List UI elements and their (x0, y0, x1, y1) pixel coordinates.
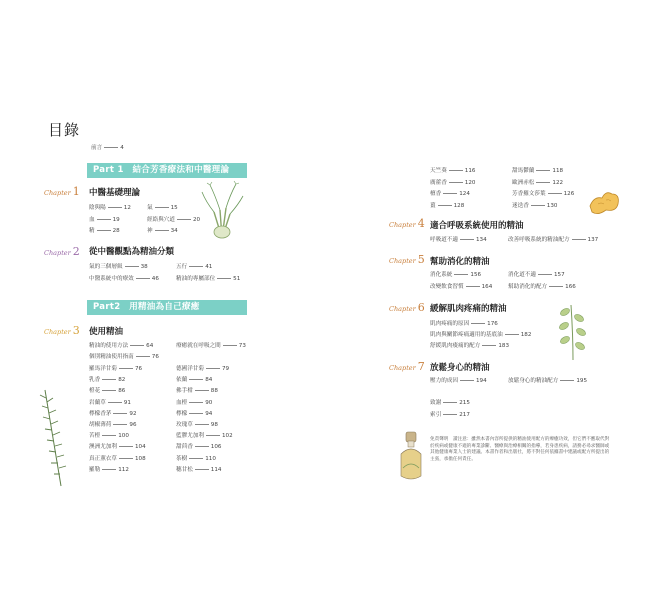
leader-line (189, 458, 203, 459)
entry-label: 消化道不適 (508, 272, 536, 278)
chapter-2-label (44, 245, 80, 258)
fennel-illustration (200, 180, 245, 240)
entry-page: 91 (123, 399, 131, 406)
toc-entry[interactable] (176, 420, 218, 428)
leader-line (206, 368, 220, 369)
ginger-illustration (586, 184, 622, 218)
leader-line (136, 356, 150, 357)
toc-entry[interactable] (430, 282, 492, 290)
leader-line (189, 413, 203, 414)
entry-label: 天竺葵 (430, 168, 447, 174)
toc-entry[interactable] (89, 226, 120, 234)
entry-label: 胡椒薄荷 (89, 422, 112, 428)
toc-entry[interactable] (176, 375, 212, 383)
entry-label: 改善呼吸系統的精油配方 (508, 237, 570, 243)
entry-label: 藍膠尤加利 (176, 433, 204, 440)
entry-label: 歐洲赤松 (512, 179, 535, 186)
chapter-number: 2 (72, 245, 80, 258)
entry-page: 19 (112, 216, 120, 223)
toc-entry[interactable] (430, 189, 470, 197)
leader-line (460, 380, 474, 381)
leader-line (206, 435, 220, 436)
entry-label: 迷迭香 (512, 202, 529, 209)
entry-page: 194 (475, 378, 487, 384)
chapter-word: Chapter (44, 249, 71, 257)
leader-line (449, 182, 463, 183)
toc-entry[interactable] (430, 376, 487, 384)
entry-page: 108 (134, 455, 146, 462)
entry-label: 佛手柑 (176, 388, 193, 395)
toc-entry[interactable] (89, 431, 129, 439)
entry-label: 血 (89, 216, 95, 223)
entry-page: 94 (205, 410, 213, 417)
leader-line (113, 413, 127, 414)
entry-label: 放鬆身心的精油配方 (508, 378, 559, 384)
chapter-number: 6 (417, 301, 425, 314)
entry-page: 116 (464, 168, 476, 174)
entry-page: 217 (459, 412, 470, 418)
entry-page: 182 (520, 332, 532, 338)
entry-page: 157 (553, 272, 565, 278)
entry-label: 依蘭 (176, 377, 188, 384)
chapter-word: Chapter (389, 257, 416, 265)
essential-oil-bottle-illustration (396, 430, 426, 482)
entry-page: 122 (552, 179, 564, 186)
toc-entry[interactable] (89, 203, 131, 211)
entry-label: 改變飲食習慣 (430, 283, 464, 290)
entry-page: 76 (151, 354, 159, 360)
toc-entry[interactable] (89, 420, 137, 428)
toc-entry[interactable] (430, 235, 487, 243)
leader-line (560, 380, 574, 381)
entry-label: 玫瑰草 (176, 422, 193, 428)
toc-entry[interactable] (89, 352, 159, 360)
chapter-number: 3 (72, 324, 80, 337)
entry-page: 82 (118, 377, 126, 384)
chapter-4-title[interactable]: 適合呼吸系統使用的精油 (430, 221, 524, 231)
leader-line (102, 379, 116, 380)
entry-page: 41 (205, 264, 213, 270)
rosemary-illustration (35, 388, 70, 488)
part2-bar: Part2 用精油為自己療癒 (87, 300, 247, 315)
entry-page: 215 (459, 400, 470, 406)
entry-label: 薑 (430, 202, 436, 209)
chapter-word: Chapter (44, 328, 71, 336)
leader-line (460, 239, 474, 240)
leader-line (155, 230, 169, 231)
entry-page: 20 (192, 216, 201, 223)
entry-page: 110 (205, 455, 216, 462)
entry-page: 64 (146, 343, 154, 349)
entry-label: 橙花 (89, 388, 101, 395)
entry-label: 療癒就在呼吸之間 (176, 343, 221, 349)
entry-label: 壓力的成因 (430, 378, 458, 384)
toc-entry[interactable] (508, 282, 576, 290)
toc-entry[interactable] (512, 166, 563, 174)
leader-line (97, 230, 111, 231)
leader-line (505, 334, 519, 335)
toc-entry[interactable] (508, 235, 598, 243)
entry-page: 137 (587, 237, 599, 243)
entry-page: 156 (470, 272, 482, 278)
toc-entry[interactable] (430, 410, 470, 418)
entry-label: 五行 (176, 264, 188, 270)
leader-line (195, 424, 209, 425)
leader-line (136, 278, 150, 279)
entry-label: 前言 (91, 145, 103, 151)
leader-line (548, 193, 562, 194)
chapter-6-label (389, 301, 425, 314)
toc-entry[interactable] (176, 341, 246, 349)
entry-label: 穗甘松 (176, 466, 193, 473)
leader-line (119, 368, 133, 369)
entry-page: 51 (233, 275, 241, 282)
entry-label: 氣 (147, 205, 153, 211)
entry-label: 檀香 (430, 191, 442, 197)
chapter-6-title[interactable]: 緩解肌肉疼痛的精油 (430, 304, 507, 314)
leader-line (113, 424, 127, 425)
leader-line (443, 193, 457, 194)
leader-line (466, 286, 480, 287)
chapter-number: 5 (417, 253, 425, 266)
leader-line (189, 402, 203, 403)
toc-entry[interactable] (89, 215, 120, 223)
disclaimer-note: 免責聲明 讀注意：雖然本書內容所提供的精油使用配方的療癒功效，但它們不應取代對於疾病或健康不適的專業診斷、醫療與治療相關的指導，若身患疾病，請務必尋求醫師或其他健康專業人士的建議。本書作者和出版社，將不對任何依據書中建議或配方所提出的主張，承擔任何責任。 (430, 437, 610, 462)
leader-line (130, 345, 144, 346)
leader-line (536, 182, 550, 183)
entry-page: 46 (151, 275, 159, 282)
toc-entry[interactable] (89, 409, 137, 417)
entry-page: 90 (205, 399, 213, 406)
leader-line (471, 323, 485, 324)
entry-label: 神 (147, 228, 153, 234)
entry-page: 88 (210, 388, 218, 395)
entry-label: 羅馬洋甘菊 (89, 366, 117, 372)
entry-label: 中醫系統中的療效 (89, 275, 134, 282)
leader-line (438, 205, 452, 206)
entry-label: 陰與陽 (89, 205, 106, 211)
leader-line (125, 266, 139, 267)
entry-label: 澳洲尤加利 (89, 444, 117, 451)
toc-entry[interactable] (176, 454, 216, 462)
toc-entry[interactable] (89, 386, 125, 394)
leader-line (119, 446, 133, 447)
chapter-3-title[interactable]: 使用精油 (89, 327, 124, 337)
chapter-number: 1 (72, 185, 80, 198)
entry-page: 112 (118, 466, 129, 473)
toc-entry[interactable] (430, 330, 531, 338)
leader-line (189, 379, 203, 380)
entry-page: 166 (565, 283, 576, 290)
entry-page: 124 (459, 191, 470, 197)
entry-label: 精油的專屬部位 (176, 275, 216, 282)
entry-label: 廣藿香 (430, 179, 447, 186)
entry-page: 86 (118, 388, 126, 395)
toc-entry[interactable] (176, 262, 212, 270)
toc-entry[interactable] (512, 189, 574, 197)
chapter-7-label (389, 360, 425, 373)
chapter-word: Chapter (389, 364, 416, 372)
toc-entry[interactable] (89, 274, 159, 282)
entry-page: 164 (481, 283, 493, 290)
toc-title: 目錄 (48, 121, 81, 139)
leader-line (223, 345, 237, 346)
chapter-5-title[interactable]: 幫助消化的精油 (430, 257, 490, 267)
leader-line (195, 390, 209, 391)
entry-label: 索引 (430, 412, 442, 418)
toc-entry[interactable] (176, 274, 240, 282)
entry-page: 96 (129, 422, 137, 428)
toc-entry[interactable] (512, 178, 563, 186)
leader-line (443, 402, 457, 403)
chapter-1-label (44, 185, 80, 198)
entry-label: 苦橙 (89, 433, 101, 440)
leader-line (482, 345, 496, 346)
entry-page: 73 (238, 343, 246, 349)
entry-label: 甜馬鬱蘭 (512, 168, 535, 174)
chapter-number: 7 (417, 360, 425, 373)
entry-page: 118 (552, 168, 564, 174)
entry-label: 肌肉與關節疼痛適用的基底油 (430, 332, 503, 338)
toc-entry[interactable] (89, 442, 146, 450)
toc-entry[interactable] (89, 375, 125, 383)
entry-label: 呼吸道不適 (430, 237, 458, 243)
leader-line (195, 469, 209, 470)
toc-entry[interactable] (89, 262, 148, 270)
entry-label: 茶樹 (176, 455, 188, 462)
entry-page: 100 (118, 433, 129, 440)
toc-entry[interactable] (176, 364, 229, 372)
entry-label: 經絡與穴道 (147, 216, 175, 223)
toc-entry[interactable] (89, 341, 153, 349)
entry-page: 120 (464, 179, 476, 186)
entry-page: 76 (134, 366, 143, 372)
toc-entry[interactable] (89, 398, 131, 406)
entry-page: 28 (112, 228, 120, 234)
chapter-1-title[interactable]: 中醫基礎理論 (89, 188, 141, 198)
entry-label: 羅勒 (89, 466, 101, 473)
entry-label: 岩蘭草 (89, 399, 106, 406)
toc-entry[interactable] (89, 454, 146, 462)
entry-label: 幫助消化的配方 (508, 283, 548, 290)
entry-page: 98 (210, 422, 218, 428)
leader-line (538, 274, 552, 275)
leader-line (189, 266, 203, 267)
chapter-number: 4 (417, 217, 425, 230)
leader-line (102, 435, 116, 436)
chapter-5-label (389, 253, 425, 266)
toc-entry[interactable] (508, 270, 565, 278)
entry-label: 舒緩肌肉痠痛的配方 (430, 343, 481, 349)
toc-entry[interactable] (430, 270, 481, 278)
entry-label: 甜茴香 (176, 444, 193, 451)
preface-entry[interactable] (91, 143, 124, 151)
entry-page: 12 (123, 205, 131, 211)
entry-page: 176 (487, 321, 498, 327)
entry-label: 德國洋甘菊 (176, 366, 204, 372)
leader-line (97, 219, 111, 220)
leader-line (536, 170, 550, 171)
entry-page: 4 (120, 145, 124, 151)
entry-label: 精 (89, 228, 95, 234)
toc-entry[interactable] (176, 442, 221, 450)
entry-page: 38 (140, 264, 148, 270)
entry-label: 消化系統 (430, 272, 453, 278)
entry-page: 134 (475, 237, 487, 243)
toc-entry[interactable] (512, 201, 557, 209)
chapter-word: Chapter (389, 221, 416, 229)
toc-entry[interactable] (430, 319, 498, 327)
entry-page: 130 (546, 202, 558, 209)
toc-entry[interactable] (508, 376, 587, 384)
toc-entry[interactable] (147, 226, 178, 234)
entry-label: 檸檬香茅 (89, 410, 112, 417)
entry-page: 114 (210, 466, 222, 473)
leader-line (549, 286, 563, 287)
part1-bar: Part 1 結合芳香療法和中醫理論 (87, 163, 247, 178)
entry-page: 183 (498, 343, 510, 349)
leader-line (449, 170, 463, 171)
entry-page: 79 (221, 366, 230, 372)
leader-line (177, 219, 191, 220)
entry-label: 肌肉疼痛的原因 (430, 321, 470, 327)
entry-label: 血橙 (176, 399, 188, 406)
leader-line (454, 274, 468, 275)
entry-label: 精油的使用方法 (89, 343, 129, 349)
entry-label: 檸檬 (176, 410, 188, 417)
toc-entry[interactable] (176, 465, 221, 473)
leader-line (531, 205, 545, 206)
entry-page: 128 (453, 202, 465, 209)
chapter-3-label (44, 324, 80, 337)
toc-entry[interactable] (147, 203, 178, 211)
leader-line (102, 469, 116, 470)
leader-line (572, 239, 586, 240)
toc-entry[interactable] (430, 341, 509, 349)
herb-sprig-illustration (553, 300, 593, 362)
entry-page: 92 (129, 410, 137, 417)
leader-line (108, 402, 122, 403)
leader-line (108, 207, 122, 208)
entry-page: 106 (210, 444, 222, 451)
toc-entry[interactable] (430, 166, 475, 174)
toc-entry[interactable] (147, 215, 200, 223)
toc-entry[interactable] (430, 178, 475, 186)
entry-page: 15 (170, 205, 178, 211)
leader-line (155, 207, 169, 208)
toc-entry[interactable] (89, 465, 129, 473)
entry-page: 104 (134, 444, 146, 451)
chapter-4-label (389, 217, 425, 230)
entry-page: 195 (576, 378, 588, 384)
entry-label: 芳香羅文莎葉 (512, 191, 546, 197)
toc-entry[interactable] (176, 386, 218, 394)
entry-page: 84 (205, 377, 213, 384)
leader-line (195, 446, 209, 447)
chapter-2-title[interactable]: 從中醫觀點為精油分類 (89, 247, 175, 257)
toc-entry[interactable] (430, 398, 470, 406)
toc-entry[interactable] (176, 431, 233, 439)
chapter-word: Chapter (389, 305, 416, 313)
leader-line (217, 278, 231, 279)
entry-label: 真正薰衣草 (89, 455, 117, 462)
entry-page: 126 (563, 191, 575, 197)
entry-page: 34 (170, 228, 178, 234)
leader-line (102, 390, 116, 391)
leader-line (443, 414, 457, 415)
entry-label: 氣的三個層級 (89, 264, 123, 270)
chapter-7-title[interactable]: 放鬆身心的精油 (430, 363, 490, 373)
entry-label: 乳香 (89, 377, 101, 384)
leader-line (119, 458, 133, 459)
toc-entry[interactable] (430, 201, 464, 209)
toc-entry[interactable] (176, 398, 212, 406)
entry-page: 102 (221, 433, 233, 440)
toc-entry[interactable] (176, 409, 212, 417)
chapter-word: Chapter (44, 189, 71, 197)
entry-label: 致謝 (430, 400, 442, 406)
entry-label: 個別精油使用指南 (89, 354, 134, 360)
toc-entry[interactable] (89, 364, 142, 372)
